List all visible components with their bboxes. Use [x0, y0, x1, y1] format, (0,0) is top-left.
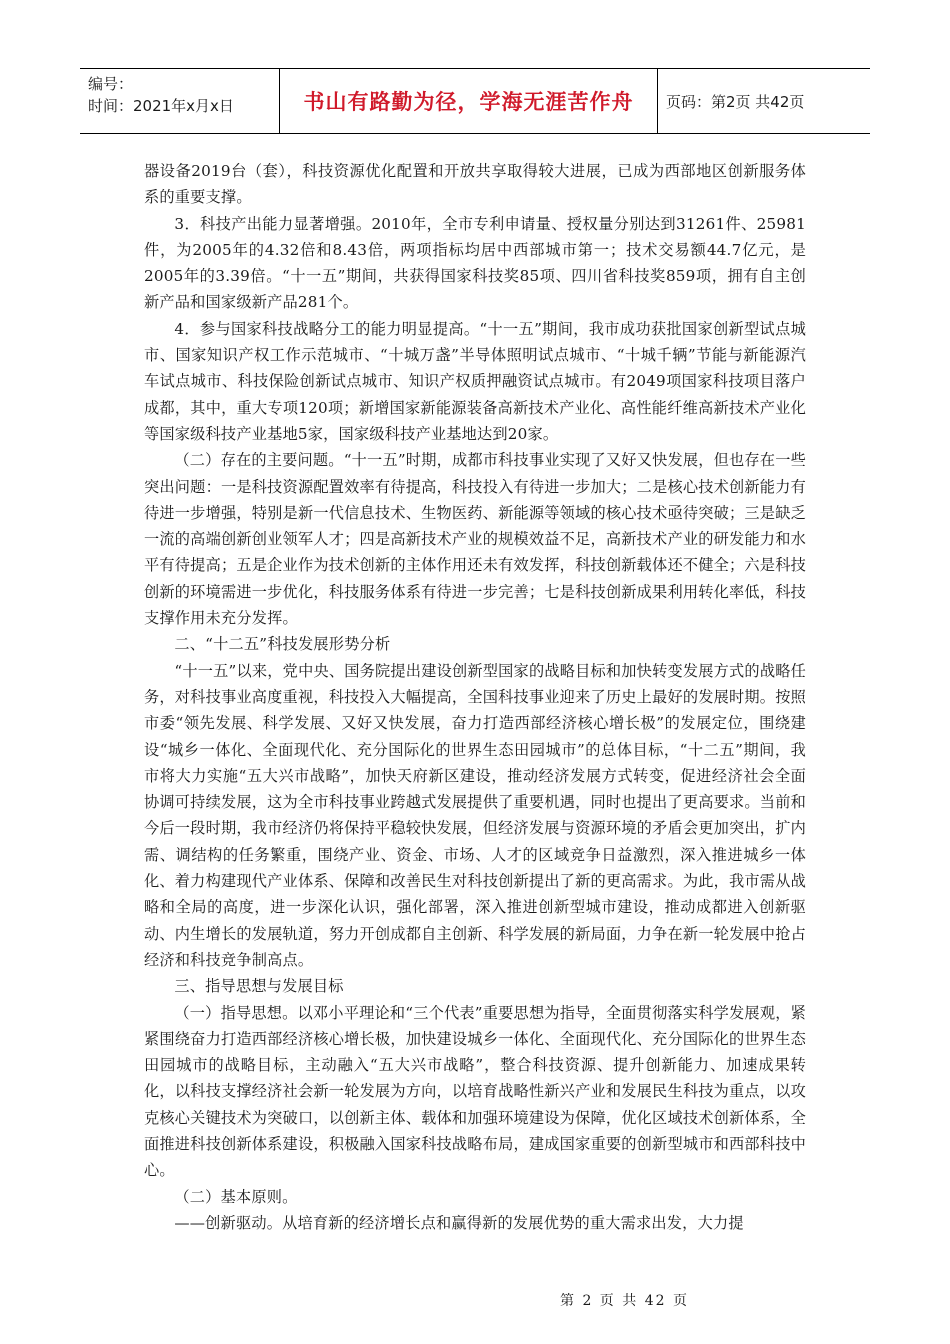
paragraph-continuation: 器设备2019台（套），科技资源优化配置和开放共享取得较大进展，已成为西部地区创新服务体系的重要支撑。 [144, 162, 806, 207]
document-time-label: 时间：2021年x月x日 [88, 97, 234, 115]
paragraph-situation-analysis: “十一五”以来，党中央、国务院提出建设创新型国家的战略目标和加快转变发展方式的战略任务，对科技事业高度重视，科技投入大幅提高，全国科技事业迎来了历史上最好的发展时期。按照市委“领先发展、科学发展、又好又快发展，奋力打造西部经济核心增长极”的发展定位，围绕建设“城乡一体化、全面现代化、充分国际化的世界生态田园城市”的总体目标，“十二五”期间，我市将大力实施“五大兴市战略”，加快天府新区建设，推动经济发展方式转变，促进经济社会全面协调可持续发展，这为全市科技事业跨越式发展提供了重要机遇，同时也提出了更高要求。当前和今后一段时期，我市经济仍将保持平稳较快发展，但经济发展与资源环境的矛盾会更加突出，扩内需、调结构的任务繁重，围绕产业、资金、市场、人才的区域竞争日益激烈，深入推进城乡一体化、着力构建现代产业体系、保障和改善民生对科技创新提出了新的更高需求。为此，我市需从战略和全局的高度，进一步深化认识，强化部署，深入推进创新型城市建设，推动成都进入创新驱动、内生增长的发展轨道，努力开创成都自主创新、科学发展的新局面，力争在新一轮发展中抢占经济和科技竞争制高点。 [144, 661, 806, 969]
page-footer: 第 2 页 共 42 页 [560, 1293, 689, 1309]
paragraph-guiding-ideology: （一）指导思想。以邓小平理论和“三个代表”重要思想为指导，全面贯彻落实科学发展观，紧紧围绕奋力打造西部经济核心增长极，加快建设城乡一体化、全面现代化、充分国际化的世界生态田园城市的战略目标，主动融入“五大兴市战略”，整合科技资源、提升创新能力、加速成果转化，以科技支撑经济社会新一轮发展为方向，以培育战略性新兴产业和发展民生科技为重点，以攻克核心关键技术为突破口，以创新主体、载体和加强环境建设为保障，优化区域技术创新体系，全面推进科技创新体系建设，积极融入国家科技战略布局，建成国家重要的创新型城市和西部科技中心。 [144, 1003, 806, 1180]
document-body [144, 158, 806, 1236]
motto-text: 书山有路勤为径，学海无涯苦作舟 [303, 90, 634, 114]
paragraph-innovation-driven: ——创新驱动。从培育新的经济增长点和赢得新的发展优势的重大需求出发，大力提 [174, 1213, 744, 1232]
page-info-text: 页码：第2页 共42页 [666, 92, 805, 111]
paragraph-basic-principles: （二）基本原则。 [174, 1187, 298, 1206]
header-meta [80, 69, 280, 133]
document-number-label: 编号： [88, 75, 134, 93]
section-heading-3: 三、指导思想与发展目标 [174, 977, 344, 996]
page-header [80, 68, 870, 134]
paragraph-item-3: 3．科技产出能力显著增强。2010年，全市专利申请量、授权量分别达到31261件、25981件，为2005年的4.32倍和8.43倍，两项指标均居中西部城市第一；技术交易额44.7亿元，是2005年的3.39倍。“十一五”期间，共获得国家科技奖85项、四川省科技奖859项，拥有自主创新产品和国家级新产品281个。 [144, 214, 806, 312]
section-heading-2: 二、“十二五”科技发展形势分析 [174, 635, 391, 654]
header-motto-cell [280, 69, 658, 133]
header-page-info [658, 69, 870, 133]
paragraph-main-problems: （二）存在的主要问题。“十一五”时期，成都市科技事业实现了又好又快发展，但也存在一些突出问题：一是科技资源配置效率有待提高，科技投入有待进一步加大；二是核心技术创新能力有待进一步增强，特别是新一代信息技术、生物医药、新能源等领域的核心技术亟待突破；三是缺乏一流的高端创新创业领军人才；四是高新技术产业的规模效益不足，高新技术产业的研发能力和水平有待提高；五是企业作为技术创新的主体作用还未有效发挥，科技创新载体还不健全；六是科技创新的环境需进一步优化，科技服务体系有待进一步完善；七是科技创新成果利用转化率低，科技支撑作用未充分发挥。 [144, 451, 806, 628]
paragraph-item-4: 4．参与国家科技战略分工的能力明显提高。“十一五”期间，我市成功获批国家创新型试点城市、国家知识产权工作示范城市、“十城万盏”半导体照明试点城市、“十城千辆”节能与新能源汽车试点城市、科技保险创新试点城市、知识产权质押融资试点城市。有2049项国家科技项目落户成都，其中，重大专项120项；新增国家新能源装备高新技术产业化、高性能纤维高新技术产业化等国家级科技产业基地5家，国家级科技产业基地达到20家。 [144, 319, 806, 443]
